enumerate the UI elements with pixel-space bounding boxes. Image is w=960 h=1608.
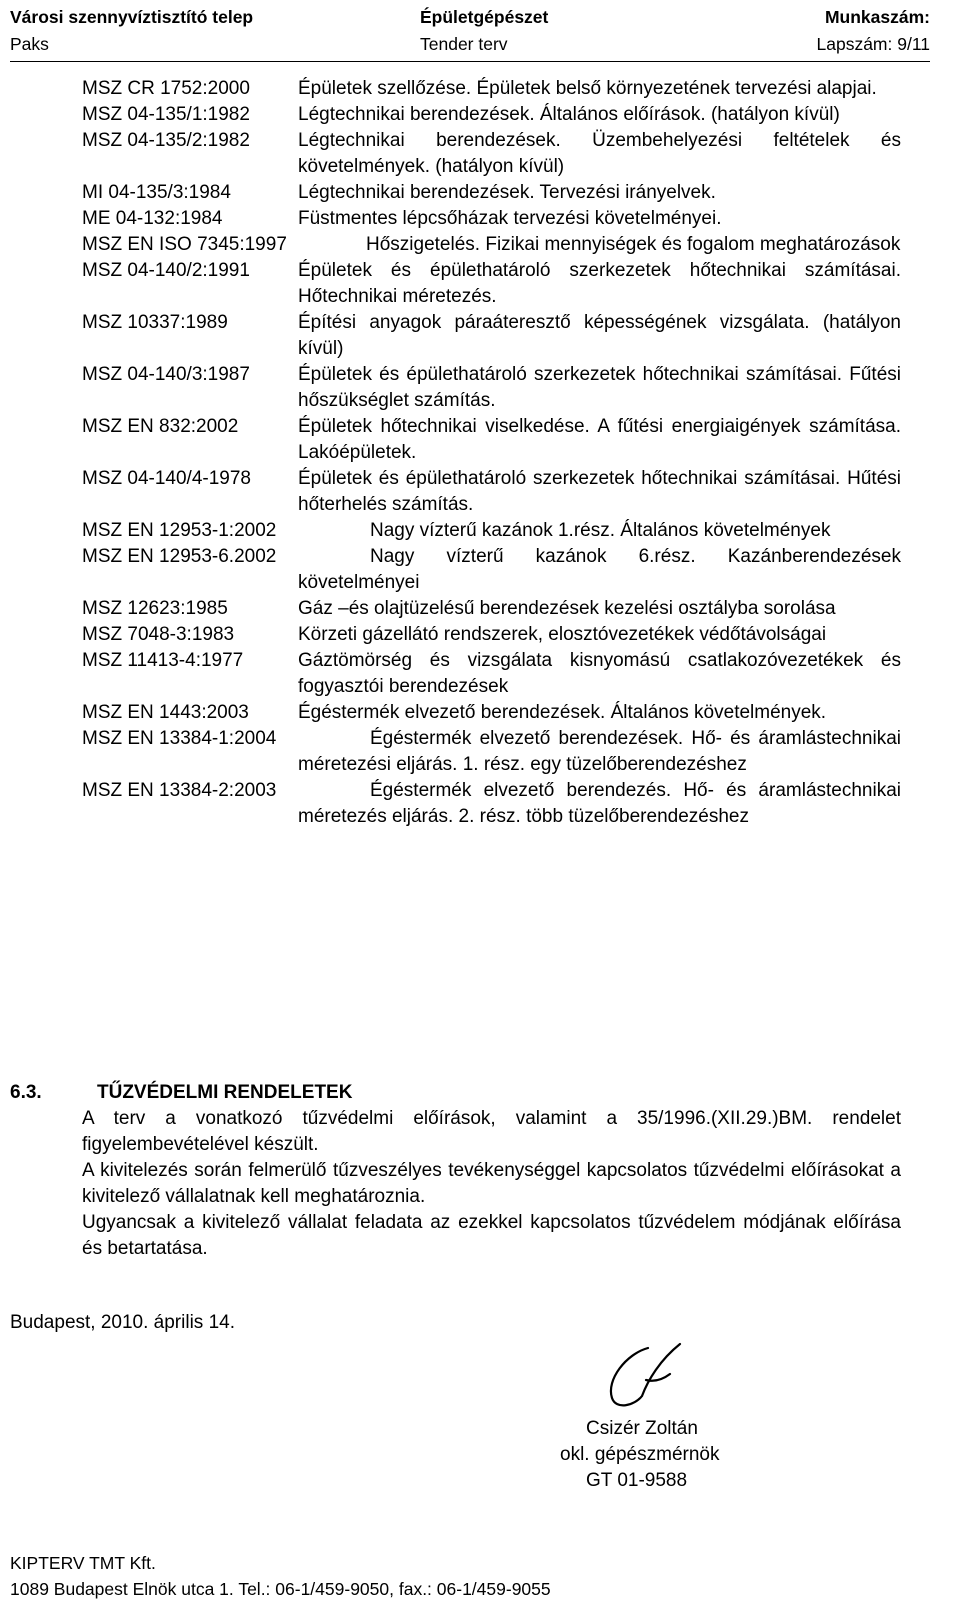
standard-title: Gáz –és olajtüzelésű berendezések kezelési osztályba sorolása: [298, 598, 836, 619]
standard-title: Nagy vízterű kazánok 1.rész. Általános követelmények: [370, 520, 831, 541]
standard-item: [82, 232, 901, 258]
standard-code: MSZ EN 13384-2:2003: [82, 780, 277, 801]
standard-title: Épületek hőtechnikai viselkedése. A fűtési energiaigények számítása. Lakóépületek.: [298, 416, 901, 463]
standard-item: [82, 726, 901, 778]
standard-code: MSZ EN ISO 7345:1997: [82, 234, 287, 255]
standard-title: Körzeti gázellátó rendszerek, elosztóvezetékek védőtávolságai: [298, 624, 827, 645]
design-phase: Tender terv: [420, 34, 508, 54]
standard-title: Épületek és épülethatároló szerkezetek hőtechnikai számításai. Fűtési hőszükséglet számítás.: [298, 364, 901, 411]
standard-code: ME 04-132:1984: [82, 208, 223, 229]
standard-title: Nagy vízterű kazánok 6.rész. Kazánberendezések követelményei: [298, 546, 901, 593]
footer-address: 1089 Budapest Elnök utca 1. Tel.: 06-1/459-9050, fax.: 06-1/459-9055: [10, 1579, 551, 1599]
section-paragraph: A kivitelezés során felmerülő tűzveszélyes tevékenységgel kapcsolatos tűzvédelmi előírásokat a kivitelező vállalatnak kell meghatároznia.: [82, 1160, 901, 1207]
standard-title: Légtechnikai berendezések. Tervezési irányelvek.: [298, 182, 716, 203]
fire-protection-section: [10, 1080, 901, 1262]
signer-role: okl. gépészmérnök: [560, 1444, 720, 1465]
project-name: Városi szennyvíztisztító telep: [10, 7, 254, 27]
standard-title: Gáztömörség és vizsgálata kisnyomású csatlakozóvezetékek és fogyasztói berendezések: [298, 650, 901, 697]
standard-code: MSZ 04-135/1:1982: [82, 104, 250, 125]
section-number: 6.3.: [10, 1082, 42, 1103]
signer-block: [560, 1416, 719, 1494]
standard-code: MSZ 10337:1989: [82, 312, 228, 333]
section-paragraph: A terv a vonatkozó tűzvédelmi előírások, valamint a 35/1996.(XII.29.)BM. rendelet figyelembevételével készült.: [82, 1108, 901, 1155]
standard-item: [82, 102, 901, 128]
standard-code: MSZ EN 1443:2003: [82, 702, 249, 723]
section-heading: [10, 1080, 901, 1106]
standard-title: Füstmentes lépcsőházak tervezési követelményei.: [298, 208, 722, 229]
standard-item: [82, 544, 901, 596]
standard-code: MSZ 04-140/4-1978: [82, 468, 251, 489]
standard-item: [82, 362, 901, 414]
header-row-1: [10, 4, 930, 31]
standard-code: MSZ 04-135/2:1982: [82, 130, 250, 151]
standard-item: [82, 206, 901, 232]
handwritten-signature: [596, 1340, 686, 1420]
standard-item: [82, 648, 901, 700]
standard-code: MSZ 04-140/3:1987: [82, 364, 250, 385]
standard-code: MSZ 04-140/2:1991: [82, 260, 250, 281]
page-footer: [10, 1550, 551, 1602]
standard-code: MSZ 7048-3:1983: [82, 624, 235, 645]
standard-title: Hőszigetelés. Fizikai mennyiségek és fogalom meghatározások: [366, 234, 901, 255]
standard-code: MSZ 12623:1985: [82, 598, 228, 619]
standard-code: MSZ EN 12953-6.2002: [82, 546, 277, 567]
standard-item: [82, 622, 901, 648]
standard-item: [82, 76, 901, 102]
project-location: Paks: [10, 34, 49, 54]
standard-code: MSZ 11413-4:1977: [82, 650, 244, 671]
section-body: [10, 1106, 901, 1262]
header-row-2: [10, 31, 930, 58]
page-header: [10, 4, 930, 58]
standard-title: Légtechnikai berendezések. Üzembehelyezési feltételek és követelmények. (hatályon kívül): [298, 130, 901, 177]
place-and-date: Budapest, 2010. április 14.: [10, 1312, 235, 1333]
standard-title: Égéstermék elvezető berendezés. Hő- és áramlástechnikai méretezés eljárás. 2. rész. több tüzelőberendezéshez: [298, 780, 901, 827]
standard-title: Építési anyagok páraáteresztő képességének vizsgálata. (hatályon kívül): [298, 312, 901, 359]
standard-item: [82, 310, 901, 362]
standard-item: [82, 128, 901, 180]
standard-code: MSZ EN 832:2002: [82, 416, 239, 437]
standard-title: Légtechnikai berendezések. Általános előírások. (hatályon kívül): [298, 104, 840, 125]
standard-code: MSZ EN 12953-1:2002: [82, 520, 277, 541]
standard-item: [82, 414, 901, 466]
footer-company: KIPTERV TMT Kft.: [10, 1553, 156, 1573]
sheet-number: Lapszám: 9/11: [816, 34, 930, 54]
standard-title: Épületek szellőzése. Épületek belső környezetének tervezési alapjai.: [298, 78, 877, 99]
standards-list: [82, 76, 901, 830]
standard-item: [82, 700, 901, 726]
standard-item: [82, 778, 901, 830]
standard-code: MSZ EN 13384-1:2004: [82, 728, 277, 749]
section-title: TŰZVÉDELMI RENDELETEK: [97, 1082, 353, 1103]
standard-title: Égéstermék elvezető berendezések. Általános követelmények.: [298, 702, 827, 723]
standard-item: [82, 466, 901, 518]
standard-code: MSZ CR 1752:2000: [82, 78, 250, 99]
signer-registration: GT 01-9588: [586, 1470, 688, 1491]
signer-name: Csizér Zoltán: [586, 1418, 698, 1439]
standard-item: [82, 596, 901, 622]
standard-title: Épületek és épülethatároló szerkezetek hőtechnikai számításai. Hőtechnikai méretezés.: [298, 260, 901, 307]
standard-item: [82, 180, 901, 206]
discipline: Épületgépészet: [420, 7, 549, 27]
standard-code: MI 04-135/3:1984: [82, 182, 231, 203]
job-number-label: Munkaszám:: [824, 7, 930, 27]
section-paragraph: Ugyancsak a kivitelező vállalat feladata az ezekkel kapcsolatos tűzvédelem módjának előírása és betartatása.: [82, 1212, 901, 1259]
header-divider: [10, 61, 930, 62]
standard-item: [82, 258, 901, 310]
standard-title: Épületek és épülethatároló szerkezetek hőtechnikai számításai. Hűtési hőterhelés számítás.: [298, 468, 901, 515]
standard-title: Égéstermék elvezető berendezések. Hő- és áramlástechnikai méretezési eljárás. 1. rész. egy tüzelőberendezéshez: [298, 728, 901, 775]
standard-item: [82, 518, 901, 544]
